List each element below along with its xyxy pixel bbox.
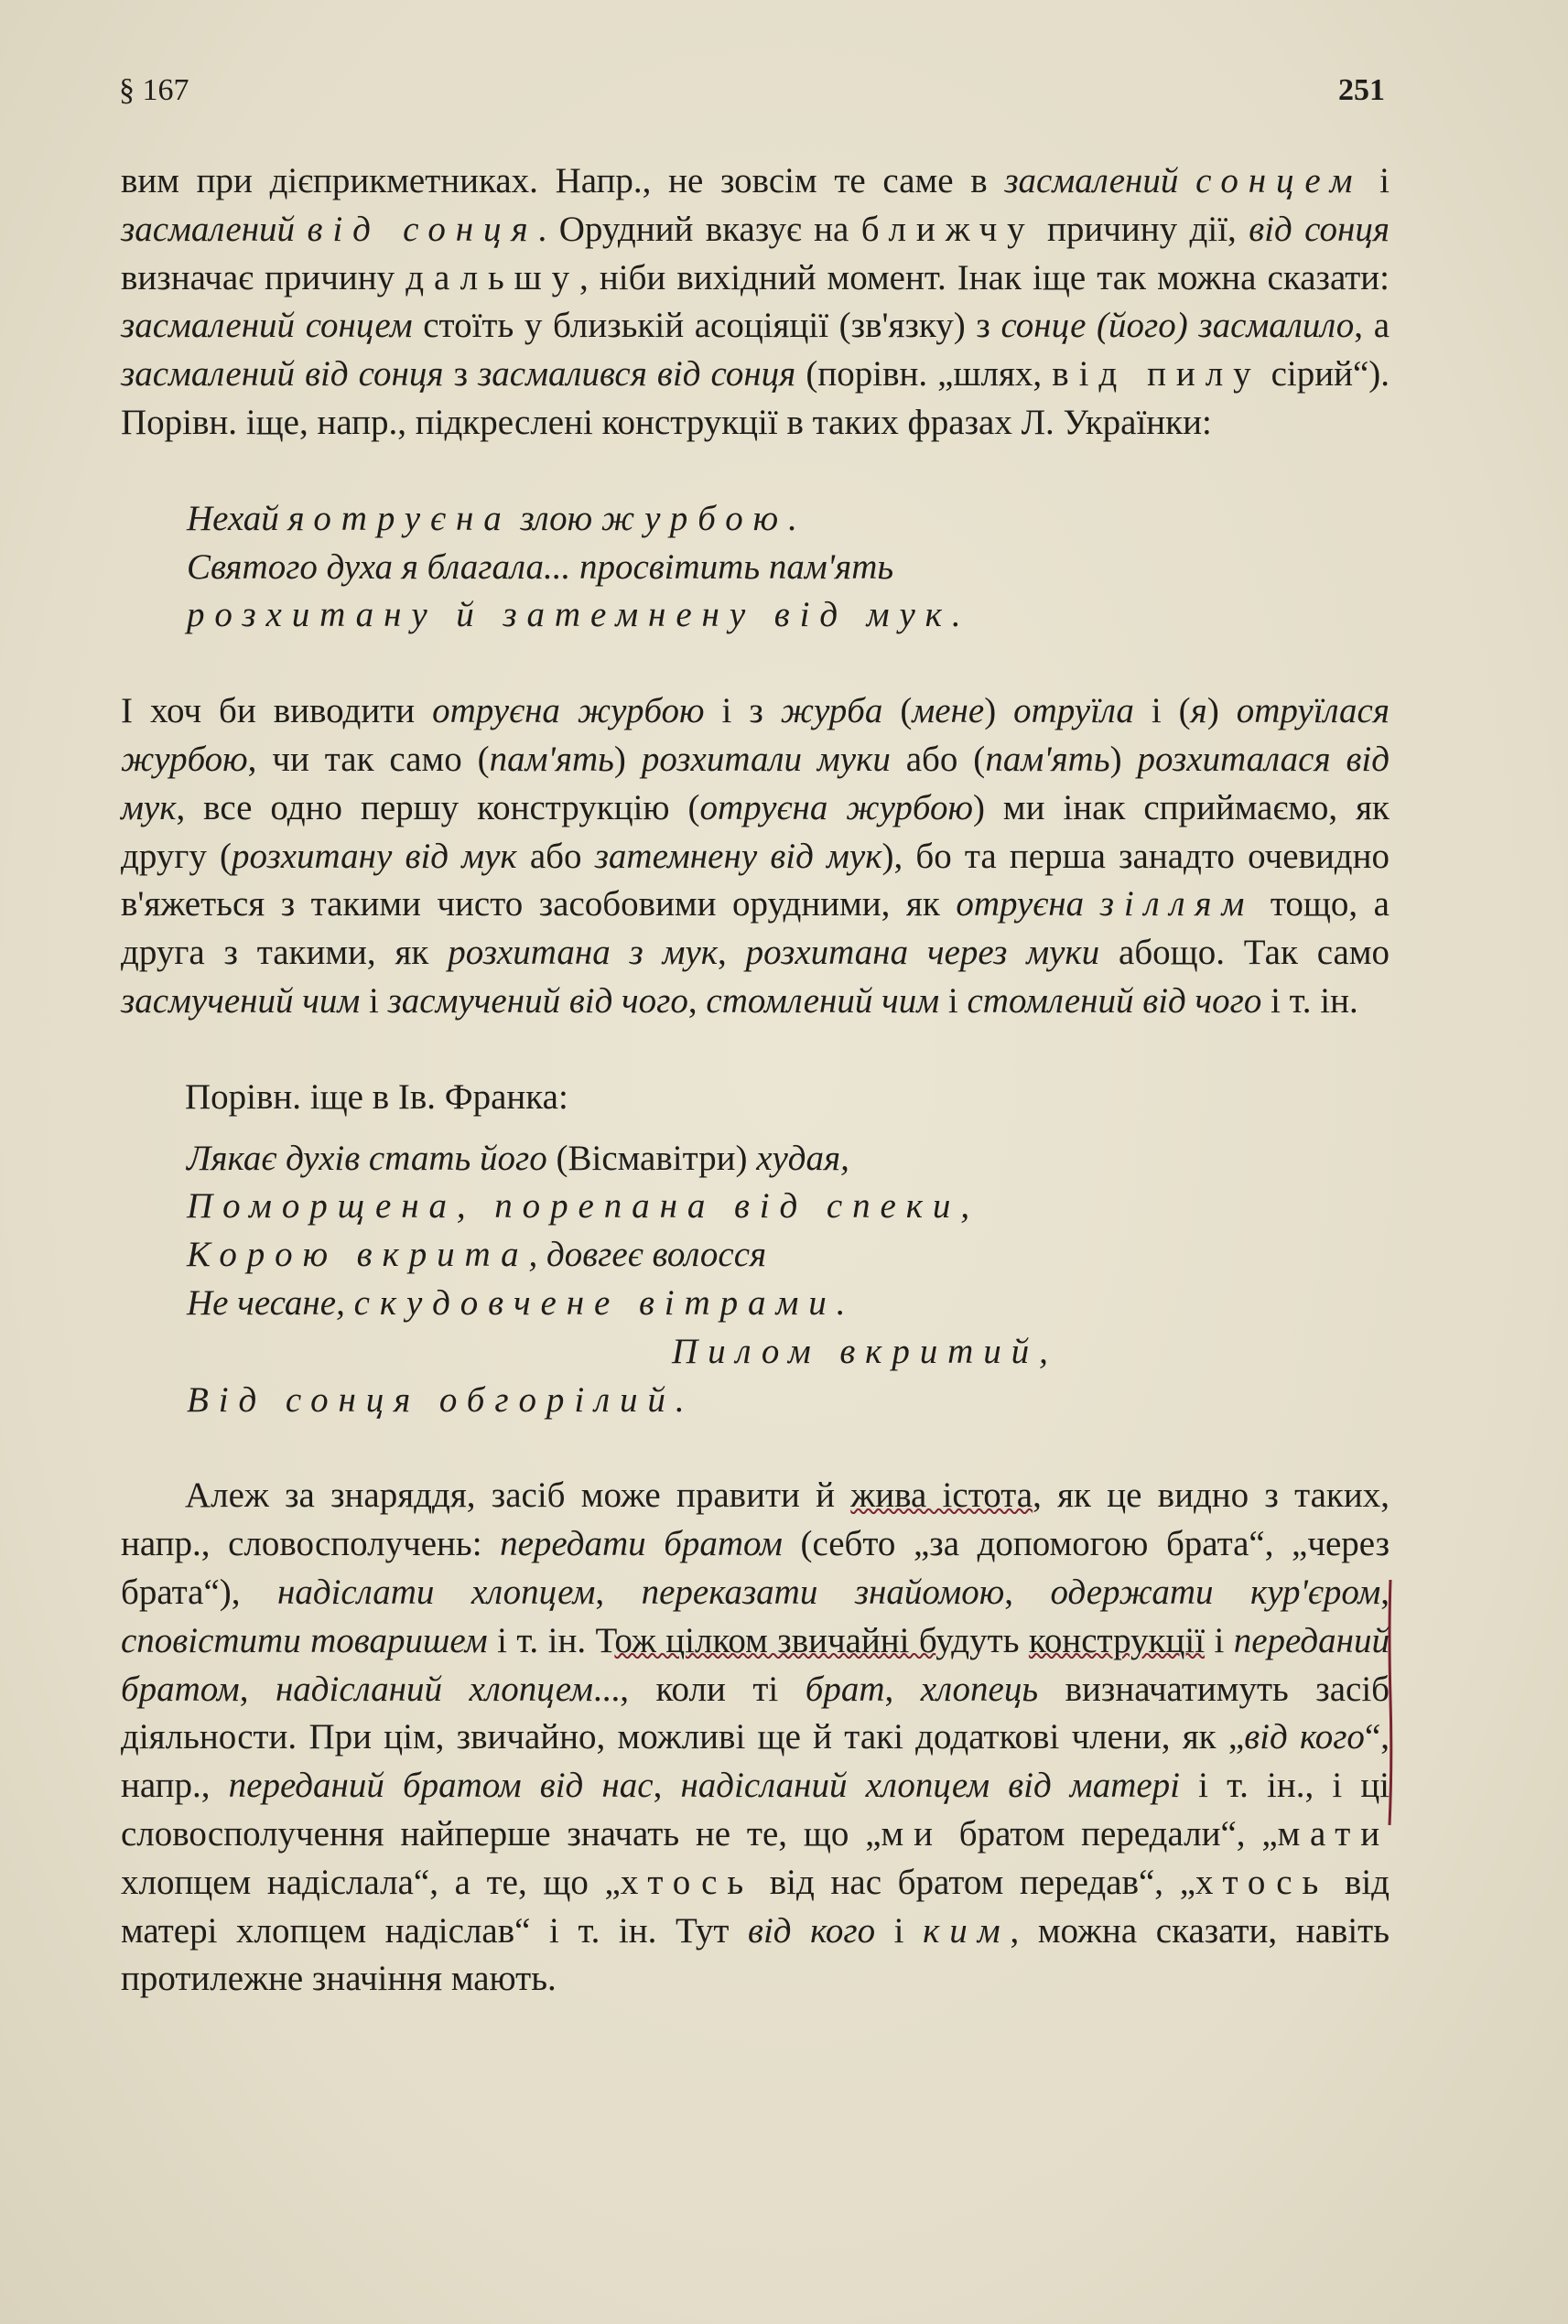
emphasized-text: журбою xyxy=(600,498,789,538)
text-run: , xyxy=(884,1669,921,1709)
text-run: хлопцем надіслала“, а те, що „ xyxy=(121,1862,621,1902)
emphasized-text: Корою вкрита xyxy=(187,1235,529,1275)
emphasized-text: від сонця xyxy=(307,209,538,249)
text-run: і т. ін. xyxy=(1261,980,1358,1021)
emphasized-text: надісланий хлопцем xyxy=(275,1669,594,1709)
emphasized-text: надіслати хлопцем xyxy=(277,1572,596,1612)
emphasized-text: розхитану й затемнену від мук xyxy=(187,595,952,635)
text-run: і xyxy=(1205,1620,1234,1660)
emphasized-text: журба xyxy=(780,691,883,731)
emphasized-text: надісланий хлопцем від матері xyxy=(680,1766,1181,1806)
text-run: , xyxy=(1380,1572,1390,1612)
emphasized-text: дальшу xyxy=(406,257,580,297)
text-run: і з xyxy=(704,691,781,731)
text-run: ) xyxy=(1206,691,1237,731)
text-run: , xyxy=(687,980,707,1021)
text-run: І хоч би виводити xyxy=(121,691,433,731)
emphasized-text: , довгеє волосся xyxy=(528,1235,767,1275)
paragraph-gap xyxy=(121,1424,1390,1472)
text-run: визначає причину xyxy=(121,257,406,297)
text-run: вим при дієприкметниках. Напр., не зовсім те саме в xyxy=(121,161,1005,200)
emphasized-text: ким xyxy=(923,1910,1011,1951)
emphasized-text: сповістити товаришем xyxy=(121,1620,488,1660)
emphasized-text: засмалений xyxy=(121,209,308,249)
emphasized-text: розхитали муки xyxy=(641,739,891,779)
emphasized-text: одержати кур'єром xyxy=(1050,1572,1381,1612)
paragraph-gap xyxy=(121,1122,1390,1135)
text-run: , xyxy=(718,933,746,973)
emphasized-text: скудовчене вітрами xyxy=(353,1282,837,1323)
text-run: або ( xyxy=(890,739,986,779)
emphasized-text: розхитана з мук xyxy=(448,933,719,973)
emphasized-text: пам'ять xyxy=(985,739,1110,779)
verse-line xyxy=(187,1280,1390,1328)
underlined-text: конструкції xyxy=(1028,1620,1206,1660)
emphasized-text: Лякає духів стать його xyxy=(187,1138,557,1178)
text-run: Порівн. іще в Ів. Франка: xyxy=(185,1076,568,1117)
emphasized-text: ми xyxy=(881,1813,943,1854)
text-run: ) xyxy=(613,739,642,779)
emphasized-text: отруїла xyxy=(1013,691,1134,731)
text-run: ..., коли ті xyxy=(593,1669,806,1709)
text-run: і xyxy=(875,1910,924,1951)
emphasized-text: Нехай я xyxy=(187,498,314,538)
text-run: від нас братом передав“, „ xyxy=(753,1862,1196,1902)
verse-line xyxy=(187,1135,1390,1184)
emphasized-text: ближчу xyxy=(860,209,1035,249)
emphasized-text: передати братом xyxy=(500,1524,783,1564)
emphasized-text: засмалений від сонця xyxy=(121,354,444,395)
emphasized-text: від пилу xyxy=(1052,354,1261,395)
text-run: ( xyxy=(882,691,913,731)
emphasized-text: засмалений сонцем xyxy=(121,306,413,346)
emphasized-text: отруєна xyxy=(313,498,512,538)
emphasized-text: . xyxy=(788,498,797,538)
emphasized-text: засмучений чим xyxy=(121,980,361,1021)
emphasized-text: Від сонця обгорілий xyxy=(187,1379,676,1420)
emphasized-text: . xyxy=(675,1379,685,1420)
text-run: або xyxy=(516,836,595,876)
text-run: ) ми інак сприймаємо, як другу ( xyxy=(121,787,1390,876)
emphasized-text: Не чесане, xyxy=(187,1282,354,1323)
emphasized-text: Святого духа я благала... просвітить пам'ять xyxy=(187,546,894,587)
page-body xyxy=(121,157,1390,2004)
text-run: , а xyxy=(1354,306,1390,346)
text-run: ) xyxy=(984,691,1014,731)
emphasized-text: худая, xyxy=(756,1138,849,1178)
emphasized-text: розхитана через муки xyxy=(745,933,1100,973)
emphasized-text: Пилом вкритий xyxy=(672,1331,1040,1371)
text-run: , xyxy=(239,1669,276,1709)
paragraph-gap xyxy=(121,640,1390,687)
text-run: , xyxy=(1004,1572,1051,1612)
emphasized-text: зіллям xyxy=(1099,884,1255,924)
emphasized-text: . xyxy=(951,595,961,635)
verse-line xyxy=(187,1328,1390,1377)
section-number: § 167 xyxy=(119,73,189,107)
text-run: удуть xyxy=(935,1620,1029,1660)
text-run: , xyxy=(653,1766,681,1806)
body-paragraph xyxy=(121,157,1390,448)
emphasized-text: брат xyxy=(805,1669,885,1709)
text-run: і xyxy=(360,980,388,1021)
text-run: визначатимуть засіб діяльности. При цім, звичайно, можливі ще й такі додаткові члени, як „ xyxy=(121,1669,1390,1757)
emphasized-text: переданий братом від нас xyxy=(228,1766,654,1806)
text-run: і xyxy=(939,980,968,1021)
emphasized-text: отруїлася журбою xyxy=(121,691,1390,779)
page-number: 251 xyxy=(1338,73,1385,107)
verse-line xyxy=(187,591,1390,640)
body-paragraph xyxy=(121,687,1390,1026)
text-run: і т. ін. Т xyxy=(487,1620,615,1660)
emphasized-text: стомлений чим xyxy=(706,980,940,1021)
verse-line xyxy=(187,495,1390,544)
text-run: , все одно першу конструкцію ( xyxy=(176,787,700,827)
emphasized-text: мати xyxy=(1277,1813,1390,1854)
verse-line xyxy=(187,1377,1390,1425)
text-run: Алеж за знаряддя, засіб може правити й xyxy=(185,1475,851,1516)
emphasized-text: сонце (його) засмалило xyxy=(1000,306,1355,346)
emphasized-text: хтось xyxy=(1195,1862,1329,1902)
margin-pencil-mark xyxy=(1388,1580,1393,1825)
text-run: . Орудний вказує на xyxy=(537,209,861,249)
emphasized-text: засмалився від сонця xyxy=(478,354,796,395)
text-run: і ( xyxy=(1133,691,1191,731)
text-run: і xyxy=(1362,161,1390,200)
verse-quote xyxy=(121,495,1390,640)
emphasized-text: сонцем xyxy=(1195,161,1363,200)
verse-quote xyxy=(121,1135,1390,1425)
text-run: , можна сказати, навіть протилежне значіння мають. xyxy=(121,1910,1390,1999)
emphasized-text: мене xyxy=(912,691,985,731)
emphasized-text: отруєна xyxy=(956,884,1100,924)
verse-line xyxy=(187,1231,1390,1280)
emphasized-text: переказати знайомою xyxy=(641,1572,1005,1612)
paragraph-gap xyxy=(121,1026,1390,1074)
verse-line xyxy=(187,1183,1390,1231)
emphasized-text: від кого xyxy=(1244,1717,1365,1757)
text-run: (порівн. „шлях, xyxy=(795,354,1053,395)
text-run: причину дії, xyxy=(1034,209,1249,249)
text-run: від матері хлопцем надіслав“ і т. ін. Тут xyxy=(121,1862,1390,1951)
text-run: і т. ін., і ці словосполучення найперше значать не те, що „ xyxy=(121,1766,1390,1854)
text-run: ) xyxy=(1109,739,1138,779)
emphasized-text: отруєна журбою xyxy=(432,691,705,731)
emphasized-text: від кого xyxy=(748,1910,876,1951)
emphasized-text: засмучений від чого xyxy=(387,980,688,1021)
text-run: ), бо та перша занадто очевидно в'яжеться з такими чисто засобовими орудними, як xyxy=(121,836,1390,924)
emphasized-text: стомлений від чого xyxy=(967,980,1262,1021)
text-run: , як це видно з таких, напр., словосполучень: xyxy=(121,1475,1390,1564)
emphasized-text: переданий братом xyxy=(121,1620,1390,1709)
text-run: (Вісмавітри) xyxy=(556,1138,757,1178)
emphasized-text: засмалений xyxy=(1004,161,1196,200)
emphasized-text: , xyxy=(1039,1331,1048,1371)
body-paragraph xyxy=(121,1074,1390,1122)
emphasized-text: розхитану від мук xyxy=(232,836,517,876)
text-run: тощо, а друга з такими, як xyxy=(121,884,1390,973)
body-paragraph xyxy=(121,1472,1390,2004)
verse-line xyxy=(187,544,1390,592)
paragraph-gap xyxy=(121,448,1390,495)
emphasized-text: хтось xyxy=(620,1862,754,1902)
emphasized-text: від сонця xyxy=(1249,209,1390,249)
emphasized-text: розхиталася від мук xyxy=(121,739,1390,827)
text-run: стоїть у близькій асоціяції (зв'язку) з xyxy=(412,306,1001,346)
emphasized-text: Поморщена, порепана від спеки xyxy=(187,1186,961,1227)
text-run: з xyxy=(443,354,479,395)
text-run: братом передали“, „ xyxy=(942,1813,1278,1854)
text-run: , ніби вихідний момент. Інак іще так можна сказати: xyxy=(579,257,1390,297)
emphasized-text: . xyxy=(836,1282,846,1323)
emphasized-text: затемнену від мук xyxy=(594,836,882,876)
underlined-text: жива істота xyxy=(850,1475,1033,1516)
underlined-text: ож цілком звичайні б xyxy=(614,1620,936,1660)
emphasized-text: пам'ять xyxy=(489,739,614,779)
text-run: (себто „за допомогою брата“, „через брата“), xyxy=(121,1524,1390,1612)
text-run: , xyxy=(595,1572,642,1612)
text-run: сірий“). Порівн. іще, напр., підкреслені конструкції в таких фразах Л. Українки: xyxy=(121,354,1390,442)
text-run: , чи так само ( xyxy=(247,739,490,779)
emphasized-text: я xyxy=(1190,691,1207,731)
text-run: абощо. Так само xyxy=(1099,933,1390,973)
text-run: “, напр., xyxy=(121,1717,1390,1806)
emphasized-text: отруєна журбою xyxy=(699,787,973,827)
emphasized-text: хлопець xyxy=(920,1669,1039,1709)
emphasized-text: злою xyxy=(511,498,601,538)
emphasized-text: , xyxy=(960,1186,970,1227)
